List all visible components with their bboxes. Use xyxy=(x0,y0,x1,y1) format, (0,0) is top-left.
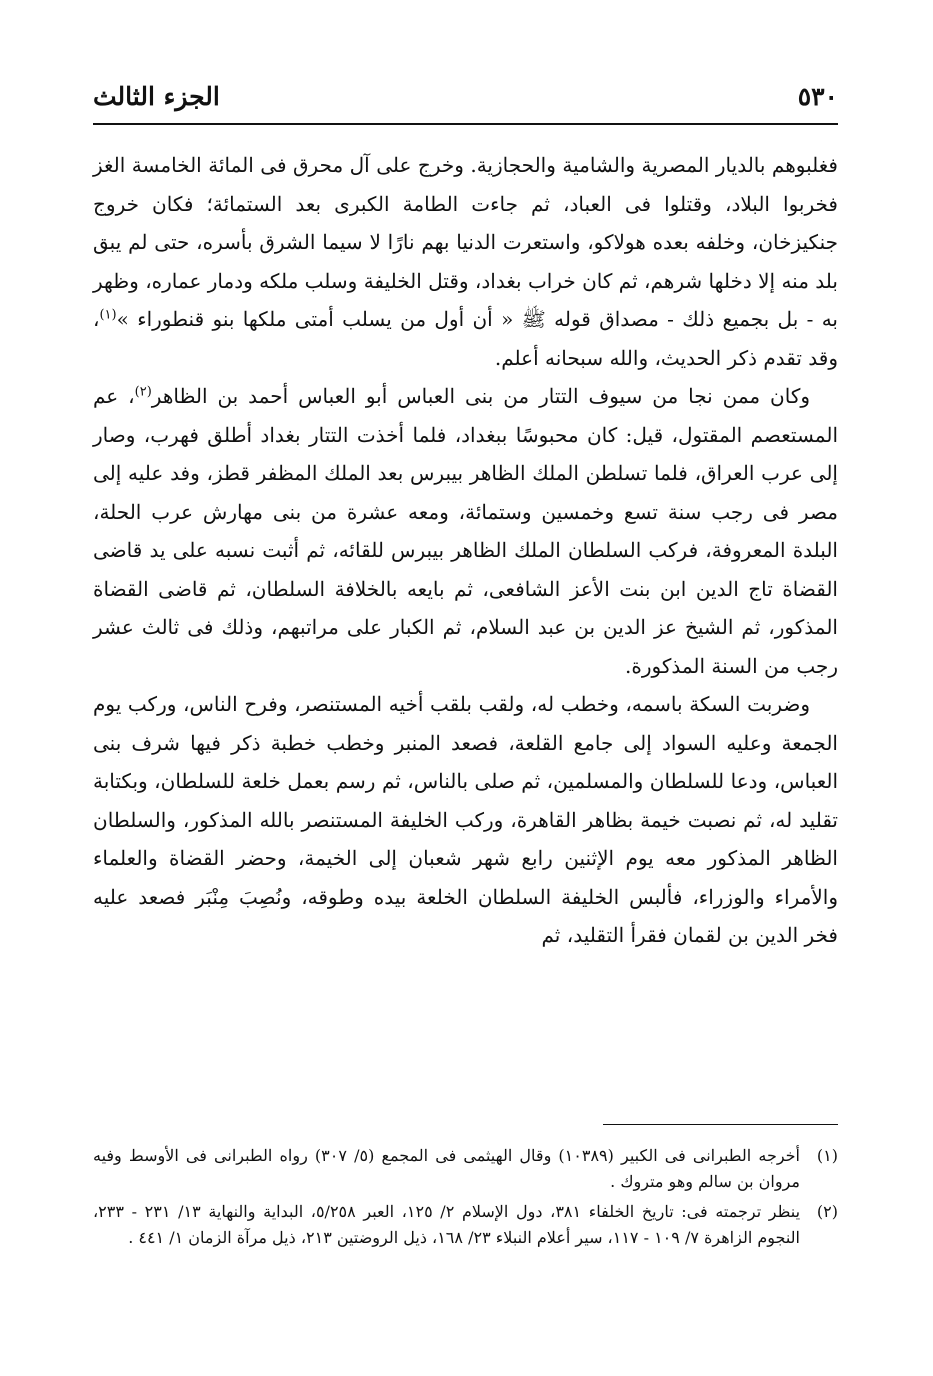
header-rule xyxy=(93,123,838,125)
paragraph xyxy=(93,146,838,377)
paragraph xyxy=(93,377,838,685)
text-segment: فغلبوهم بالديار المصرية والشامية والحجازية. وخرج على آل محرق فى المائة الخامسة الغز فخربوا البلاد، وقتلوا فى العباد، ثم جاءت الطامة الكبرى بعد الستمائة؛ فكان خروج جنكيزخان، وخلفه بعده هولاكو، واستعرت الدنيا بهم نارًا لا سيما الشرق بأسره، حتى لم يبق بلد منه إلا دخلها شرهم، ثم كان خراب بغداد، وقتل الخليفة وسلب ملكه ودمار عماره، وظهر به - بل بجميع ذلك - مصداق قوله ﷺ « أن أول من يسلب أمتى ملكها بنو قنطوراء » xyxy=(93,153,838,331)
running-title: الجزء الثالث xyxy=(93,82,220,111)
footnote-ref: (١) xyxy=(99,307,117,323)
footnote xyxy=(93,1199,838,1251)
footnote-number: (١) xyxy=(816,1146,838,1165)
footnote-ref: (٢) xyxy=(134,384,152,400)
text-segment: ، عم المستعصم المقتول، قيل: كان محبوسًا ببغداد، فلما أخذت التتار بغداد أطلق فهرب، وصار إلى عرب العراق، فلما تسلطن الملك الظاهر بيبرس بعد الملك المظفر قطز، وفد عليه إلى مصر فى رجب سنة تسع وخمسين وستمائة، ومعه عشرة من بنى مهارش عرب الحلة، البلدة المعروفة، فركب السلطان الملك الظاهر بيبرس للقائه، ثم أثبت نسبه على يد قاضى القضاة تاج الدين ابن بنت الأعز الشافعى، ثم بايعه بالخلافة السلطان، ثم قاضى القضاة المذكور، ثم الشيخ عز الدين بن عبد السلام، ثم الكبار على مراتبهم، وذلك فى ثالث عشر رجب من السنة المذكورة. xyxy=(93,384,838,678)
footnote-separator xyxy=(603,1124,838,1125)
footnotes xyxy=(93,1143,838,1255)
footnote xyxy=(93,1143,838,1195)
text-segment: وضربت السكة باسمه، وخطب له، ولقب بلقب أخيه المستنصر، وفرح الناس، وركب يوم الجمعة وعليه السواد إلى جامع القلعة، فصعد المنبر وخطب خطبة ذكر فيها شرف بنى العباس، ودعا للسلطان والمسلمين، ثم صلى بالناس، ثم رسم بعمل خلعة للسلطان، وبكتابة تقليد له، ثم نصبت خيمة بظاهر القاهرة، وركب الخليفة المستنصر بالله المذكور، والسلطان الظاهر المذكور معه يوم الإثنين رابع شهر شعبان إلى الخيمة، وحضر القضاة والعلماء والأمراء والوزراء، فألبس الخليفة السلطان الخلعة بيده وطوقه، ونُصِبَ مِنْبَر فصعد عليه فخر الدين بن لقمان فقرأ التقليد، ثم xyxy=(93,692,838,947)
paragraph xyxy=(93,685,838,955)
footnote-text: أخرجه الطبرانى فى الكبير (١٠٣٨٩) وقال الهيثمى فى المجمع (٥/ ٣٠٧) رواه الطبرانى فى الأوسط وفيه مروان بن سالم وهو متروك . xyxy=(93,1146,800,1191)
page-header xyxy=(93,78,838,122)
footnote-number: (٢) xyxy=(816,1202,838,1221)
text-segment: ، وقد تقدم ذكر الحديث، والله سبحانه أعلم. xyxy=(93,307,838,370)
page-number: ٥٣٠ xyxy=(797,82,838,111)
main-text xyxy=(93,146,838,955)
footnote-text: ينظر ترجمته فى: تاريخ الخلفاء ٣٨١، دول الإسلام ٢/ ١٢٥، العبر ٥/٢٥٨، البداية والنهاية ١٣/ ٢٣١ - ٢٣٣، النجوم الزاهرة ٧/ ١٠٩ - ١١٧، سير أعلام النبلاء ٢٣/ ١٦٨، ذيل الروضتين ٢١٣، ذيل مرآة الزمان ١/ ٤٤١ . xyxy=(93,1202,801,1247)
text-segment: وكان ممن نجا من سيوف التتار من بنى العباس أبو العباس أحمد بن الظاهر xyxy=(151,384,811,408)
